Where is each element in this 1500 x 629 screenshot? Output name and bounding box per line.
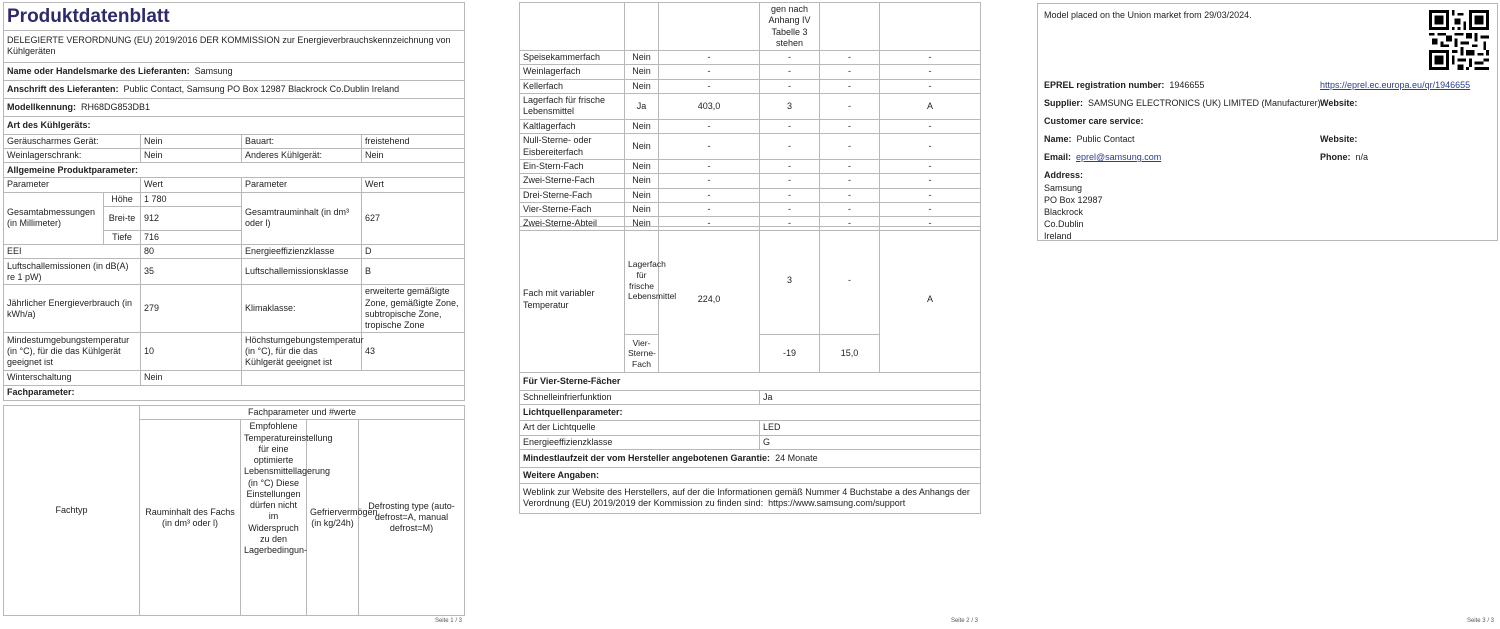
table-row: Lagerfach für frische Lebensmittel Ja 403,0 3 - A [520, 93, 981, 119]
variable-temp-table: Fach mit variabler Temperatur Lagerfach für frische Lebensmittel 224,0 3 - A Vier-Sterne-Fach -19 15,0 [519, 226, 981, 373]
address-label: Address: [1044, 170, 1084, 180]
support-link[interactable]: https://www.samsung.com/support [768, 498, 906, 509]
page-number: Seite 1 / 3 [434, 617, 462, 624]
page-number: Seite 2 / 3 [950, 617, 978, 624]
type-header: Art des Kühlgeräts: [4, 116, 465, 134]
general-header: Allgemeine Produktparameter: [4, 163, 465, 178]
table-row: Kaltlagerfach Nein - - - - [520, 119, 981, 133]
dims-label: Gesamtabmessungen (in Millimeter) [4, 192, 104, 245]
datasheet-page-2 [516, 0, 984, 629]
page-number: Seite 3 / 3 [1466, 617, 1494, 624]
market-date: Model placed on the Union market from 29/03/2024. [1044, 10, 1252, 20]
datasheet-page-3 [1034, 0, 1500, 629]
variable-temp-label: Fach mit variabler Temperatur [520, 227, 625, 373]
customer-care-label: Customer care service: [1044, 116, 1144, 126]
contact-name: Name: Public Contact [1044, 134, 1135, 144]
qr-code-icon[interactable] [1429, 10, 1489, 70]
website-label-2: Website: [1320, 134, 1358, 144]
contact-phone: Phone: n/a [1320, 152, 1369, 162]
table-row: Drei-Sterne-Fach Nein - - - - [520, 188, 981, 202]
datasheet-page-1 [0, 0, 468, 629]
table-row: Ein-Stern-Fach Nein - - - - [520, 160, 981, 174]
compartment-header-table: Fachtyp Fachparameter und #werte Rauminhalt des Fachs (in dm³ oder l) Empfohlene Temperatureinstellung für eine optimierte Lebensmittellagerung (in °C) Diese Einstellungen dürfen nicht im Widerspruch zu den Lagerbedingun- Gefriervermögen (in kg/24h) Defrosting type (auto-defrost=A, manual defrost=M) [3, 405, 465, 616]
table-row: Speisekammerfach Nein - - - - [520, 51, 981, 65]
eprel-number: EPREL registration number: 1946655 [1044, 80, 1205, 90]
compartment-table: gen nach Anhang IV Tabelle 3 stehen [519, 2, 981, 51]
supplier-row: Supplier: SAMSUNG ELECTRONICS (UK) LIMITED (Manufacturer) [1044, 98, 1321, 108]
table-row: Zwei-Sterne-Fach Nein - - - - [520, 174, 981, 188]
table-row: Null-Sterne- oder Eisbereiterfach Nein - - - - [520, 134, 981, 160]
compartment-rows [519, 50, 981, 231]
eprel-link[interactable]: https://eprel.ec.europa.eu/qr/1946655 [1320, 80, 1471, 90]
comp-header: Fachparameter: [4, 385, 465, 400]
datasheet-table-page-1: Produktdatenblatt DELEGIERTE VERORDNUNG (EU) 2019/2016 DER KOMMISSION zur Energieverbrauchskennzeichnung von Kühlgeräten Name oder Handelsmarke des Lieferanten: Samsung Anschrift des Lieferanten: Public Contact, Samsung PO Box 12987 Blackrock Co.Dublin Ireland Modellkennung: RH68DG853DB1 Art des Kühlgeräts: Geräuscharmes Gerät: Nein Bauart: freistehend Weinlagerschrank: Nein Anderes Kühlgerät: Nein Allgemeine Produktparameter: Parameter Wert Parameter Wert Gesamtabmessungen (in Millimeter) Höhe 1 780 Gesamtrauminhalt (in dm³ oder l) 627 Brei-te 912 Tiefe 716 EEI 80 Energieeffizienzklasse D Luftschallemissionen (in dB(A) re 1 pW) 35 Luftschallemissionsklasse B Jährlicher Energieverbrauch (in kWh/a) 279 Klimaklasse: erweiterte gemäßigte Zone, gemäßigte Zone, subtropische Zone, tropische Zone Mindestumgebungstemperatur (in °C), für die das Kühlgerät geeignet ist 10 Höchstumgebungstemperatur (in °C), für die das Kühlgerät geeignet ist 43 Winterschaltung Nein Fachparameter: [3, 2, 465, 401]
fachtyp-label: Fachtyp [4, 406, 140, 616]
regulation-text: DELEGIERTE VERORDNUNG (EU) 2019/2016 DER KOMMISSION zur Energieverbrauchskennzeichnung von Kühlgeräten [4, 30, 465, 62]
table-row: Vier-Sterne-Fach Nein - - - - [520, 202, 981, 216]
supplier-row: Name oder Handelsmarke des Lieferanten: Samsung [4, 62, 465, 80]
table-row: Zwei-Sterne-Abteil Nein - - - - [520, 217, 981, 231]
address-block: Samsung PO Box 12987 Blackrock Co.Dublin Ireland [1044, 183, 1103, 241]
table-row: Kellerfach Nein - - - - [520, 79, 981, 93]
eprel-info-box [1037, 3, 1498, 241]
model-row: Modellkennung: RH68DG853DB1 [4, 98, 465, 116]
address-row: Anschrift des Lieferanten: Public Contact, Samsung PO Box 12987 Blackrock Co.Dublin Ireland [4, 80, 465, 98]
page-title: Produktdatenblatt [4, 3, 465, 31]
website-label: Website: [1320, 98, 1358, 108]
contact-email: Email: eprel@samsung.com [1044, 152, 1162, 162]
table-row: Weinlagerfach Nein - - - - [520, 65, 981, 79]
extra-params-table: Für Vier-Sterne-Fächer Schnelleinfrierfunktion Ja Lichtquellenparameter: Art der Lichtquelle LED Energieeffizienzklasse G Mindestlaufzeit der vom Hersteller angebotenen Garantie: 24 Monate Weitere Angaben: Weblink zur Website des Herstellers, auf der die Informationen gemäß Nummer 4 Buchstabe a des Anhangs der Verordnung (EU) 2019/2019 der Kommission zu finden sind: https://www.samsung.com/support [519, 372, 981, 514]
email-link[interactable]: eprel@samsung.com [1076, 152, 1162, 162]
